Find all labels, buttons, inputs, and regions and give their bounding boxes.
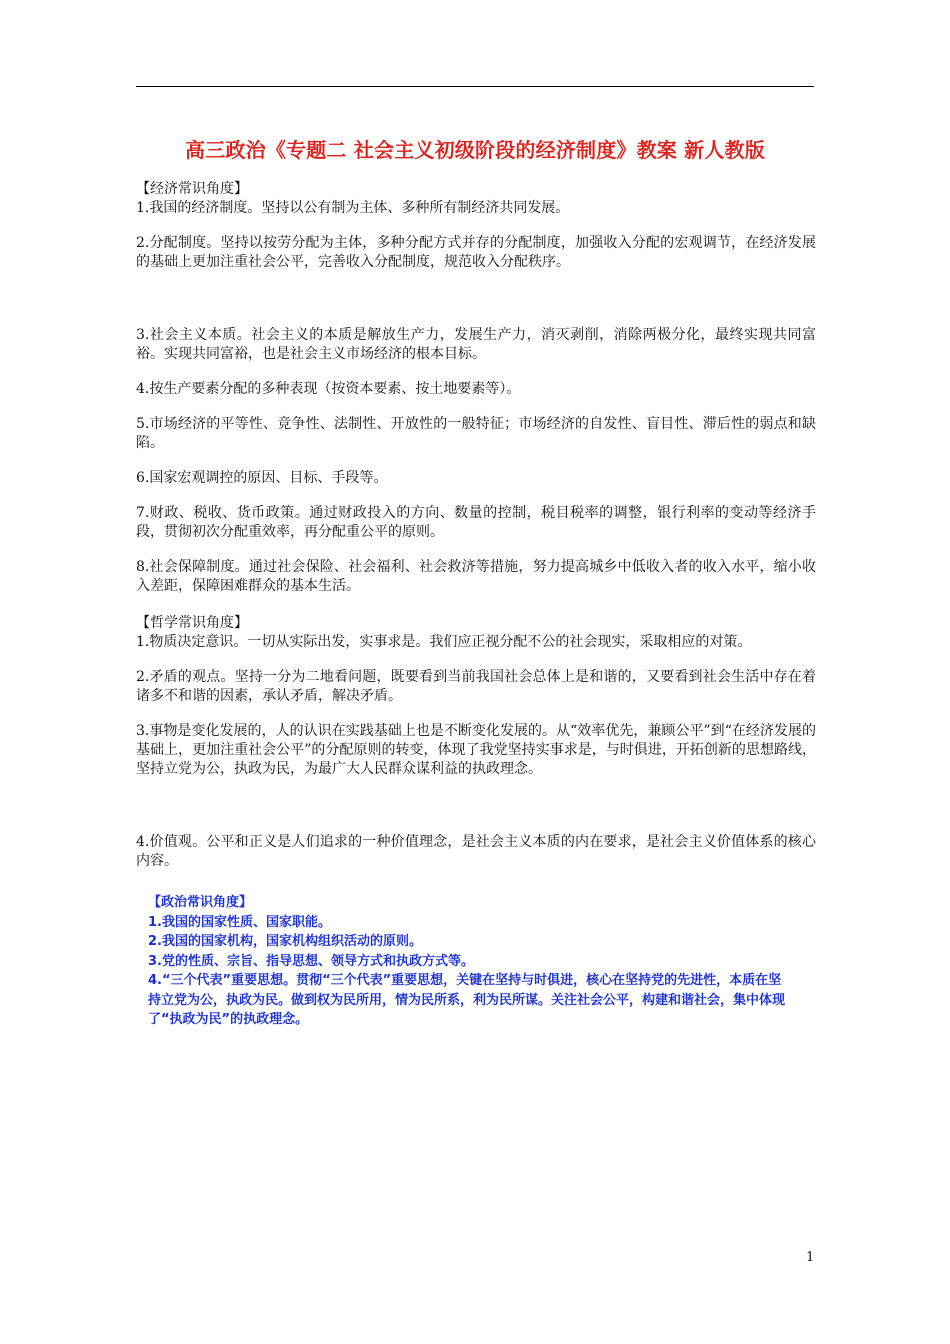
economics-item-8: 8.社会保障制度。通过社会保险、社会福利、社会救济等措施，努力提高城乡中低收入者的收入水平，缩小收入差距，保障困难群众的基本生活。 [136, 559, 816, 594]
politics-image-block [138, 893, 788, 1030]
economics-heading: 【经济常识角度】 [136, 181, 248, 197]
economics-item-2: 2.分配制度。坚持以按劳分配为主体，多种分配方式并存的分配制度，加强收入分配的宏观调节，在经济发展的基础上更加注重社会公平，完善收入分配制度，规范收入分配秩序。 [136, 235, 816, 270]
philosophy-item-2: 2.矛盾的观点。坚持一分为二地看问题，既要看到当前我国社会总体上是和谐的，又要看到社会生活中存在着诸多不和谐的因素，承认矛盾，解决矛盾。 [136, 669, 816, 704]
philosophy-item-3: 3.事物是变化发展的，人的认识在实践基础上也是不断变化发展的。从“效率优先，兼顾公平”到“在经济发展的基础上，更加注重社会公平”的分配原则的转变，体现了我党坚持实事求是，与时俱进，开拓创新的思想路线，坚持立党为公，执政为民，为最广大人民群众谋利益的执政理念。 [136, 723, 816, 777]
header-rule [136, 86, 814, 87]
economics-item-3: 3.社会主义本质。社会主义的本质是解放生产力，发展生产力，消灭剥削，消除两极分化，最终实现共同富裕。实现共同富裕，也是社会主义市场经济的根本目标。 [136, 327, 816, 362]
philosophy-item-4: 4.价值观。公平和正义是人们追求的一种价值理念，是社会主义本质的内在要求，是社会主义价值体系的核心内容。 [136, 834, 816, 869]
politics-item-4: 4.“三个代表”重要思想。贯彻“三个代表”重要思想，关键在坚持与时俱进，核心在坚持党的先进性，本质在坚持立党为公，执政为民。做到权为民所用，情为民所系，利为民所谋。关注社会公平，构建和谐社会，集中体现了“执政为民”的执政理念。 [148, 973, 786, 1027]
philosophy-item-1: 1.物质决定意识。一切从实际出发，实事求是。我们应正视分配不公的社会现实，采取相应的对策。 [136, 634, 752, 650]
page-number: 1 [806, 1250, 815, 1265]
economics-item-5: 5.市场经济的平等性、竞争性、法制性、开放性的一般特征；市场经济的自发性、盲目性、滞后性的弱点和缺陷。 [136, 416, 816, 451]
philosophy-heading: 【哲学常识角度】 [136, 615, 248, 631]
economics-item-4: 4.按生产要素分配的多种表现（按资本要素、按土地要素等）。 [136, 381, 521, 397]
politics-item-2: 2.我国的国家机构，国家机构组织活动的原则。 [148, 934, 422, 949]
politics-item-3: 3.党的性质、宗旨、指导思想、领导方式和执政方式等。 [148, 953, 474, 969]
economics-item-6: 6.国家宏观调控的原因、目标、手段等。 [136, 470, 388, 486]
politics-heading: 【政治常识角度】 [148, 895, 253, 910]
economics-item-1: 1.我国的经济制度。坚持以公有制为主体、多种所有制经济共同发展。 [136, 200, 570, 216]
politics-item-1: 1.我国的国家性质、国家职能。 [148, 914, 331, 930]
main-text [136, 180, 816, 871]
page-title: 高三政治《专题二 社会主义初级阶段的经济制度》教案 新人教版 [185, 138, 765, 162]
economics-item-7: 7.财政、税收、货币政策。通过财政投入的方向、数量的控制，税目税率的调整，银行利率的变动等经济手段，贯彻初次分配重效率，再分配重公平的原则。 [136, 505, 816, 540]
